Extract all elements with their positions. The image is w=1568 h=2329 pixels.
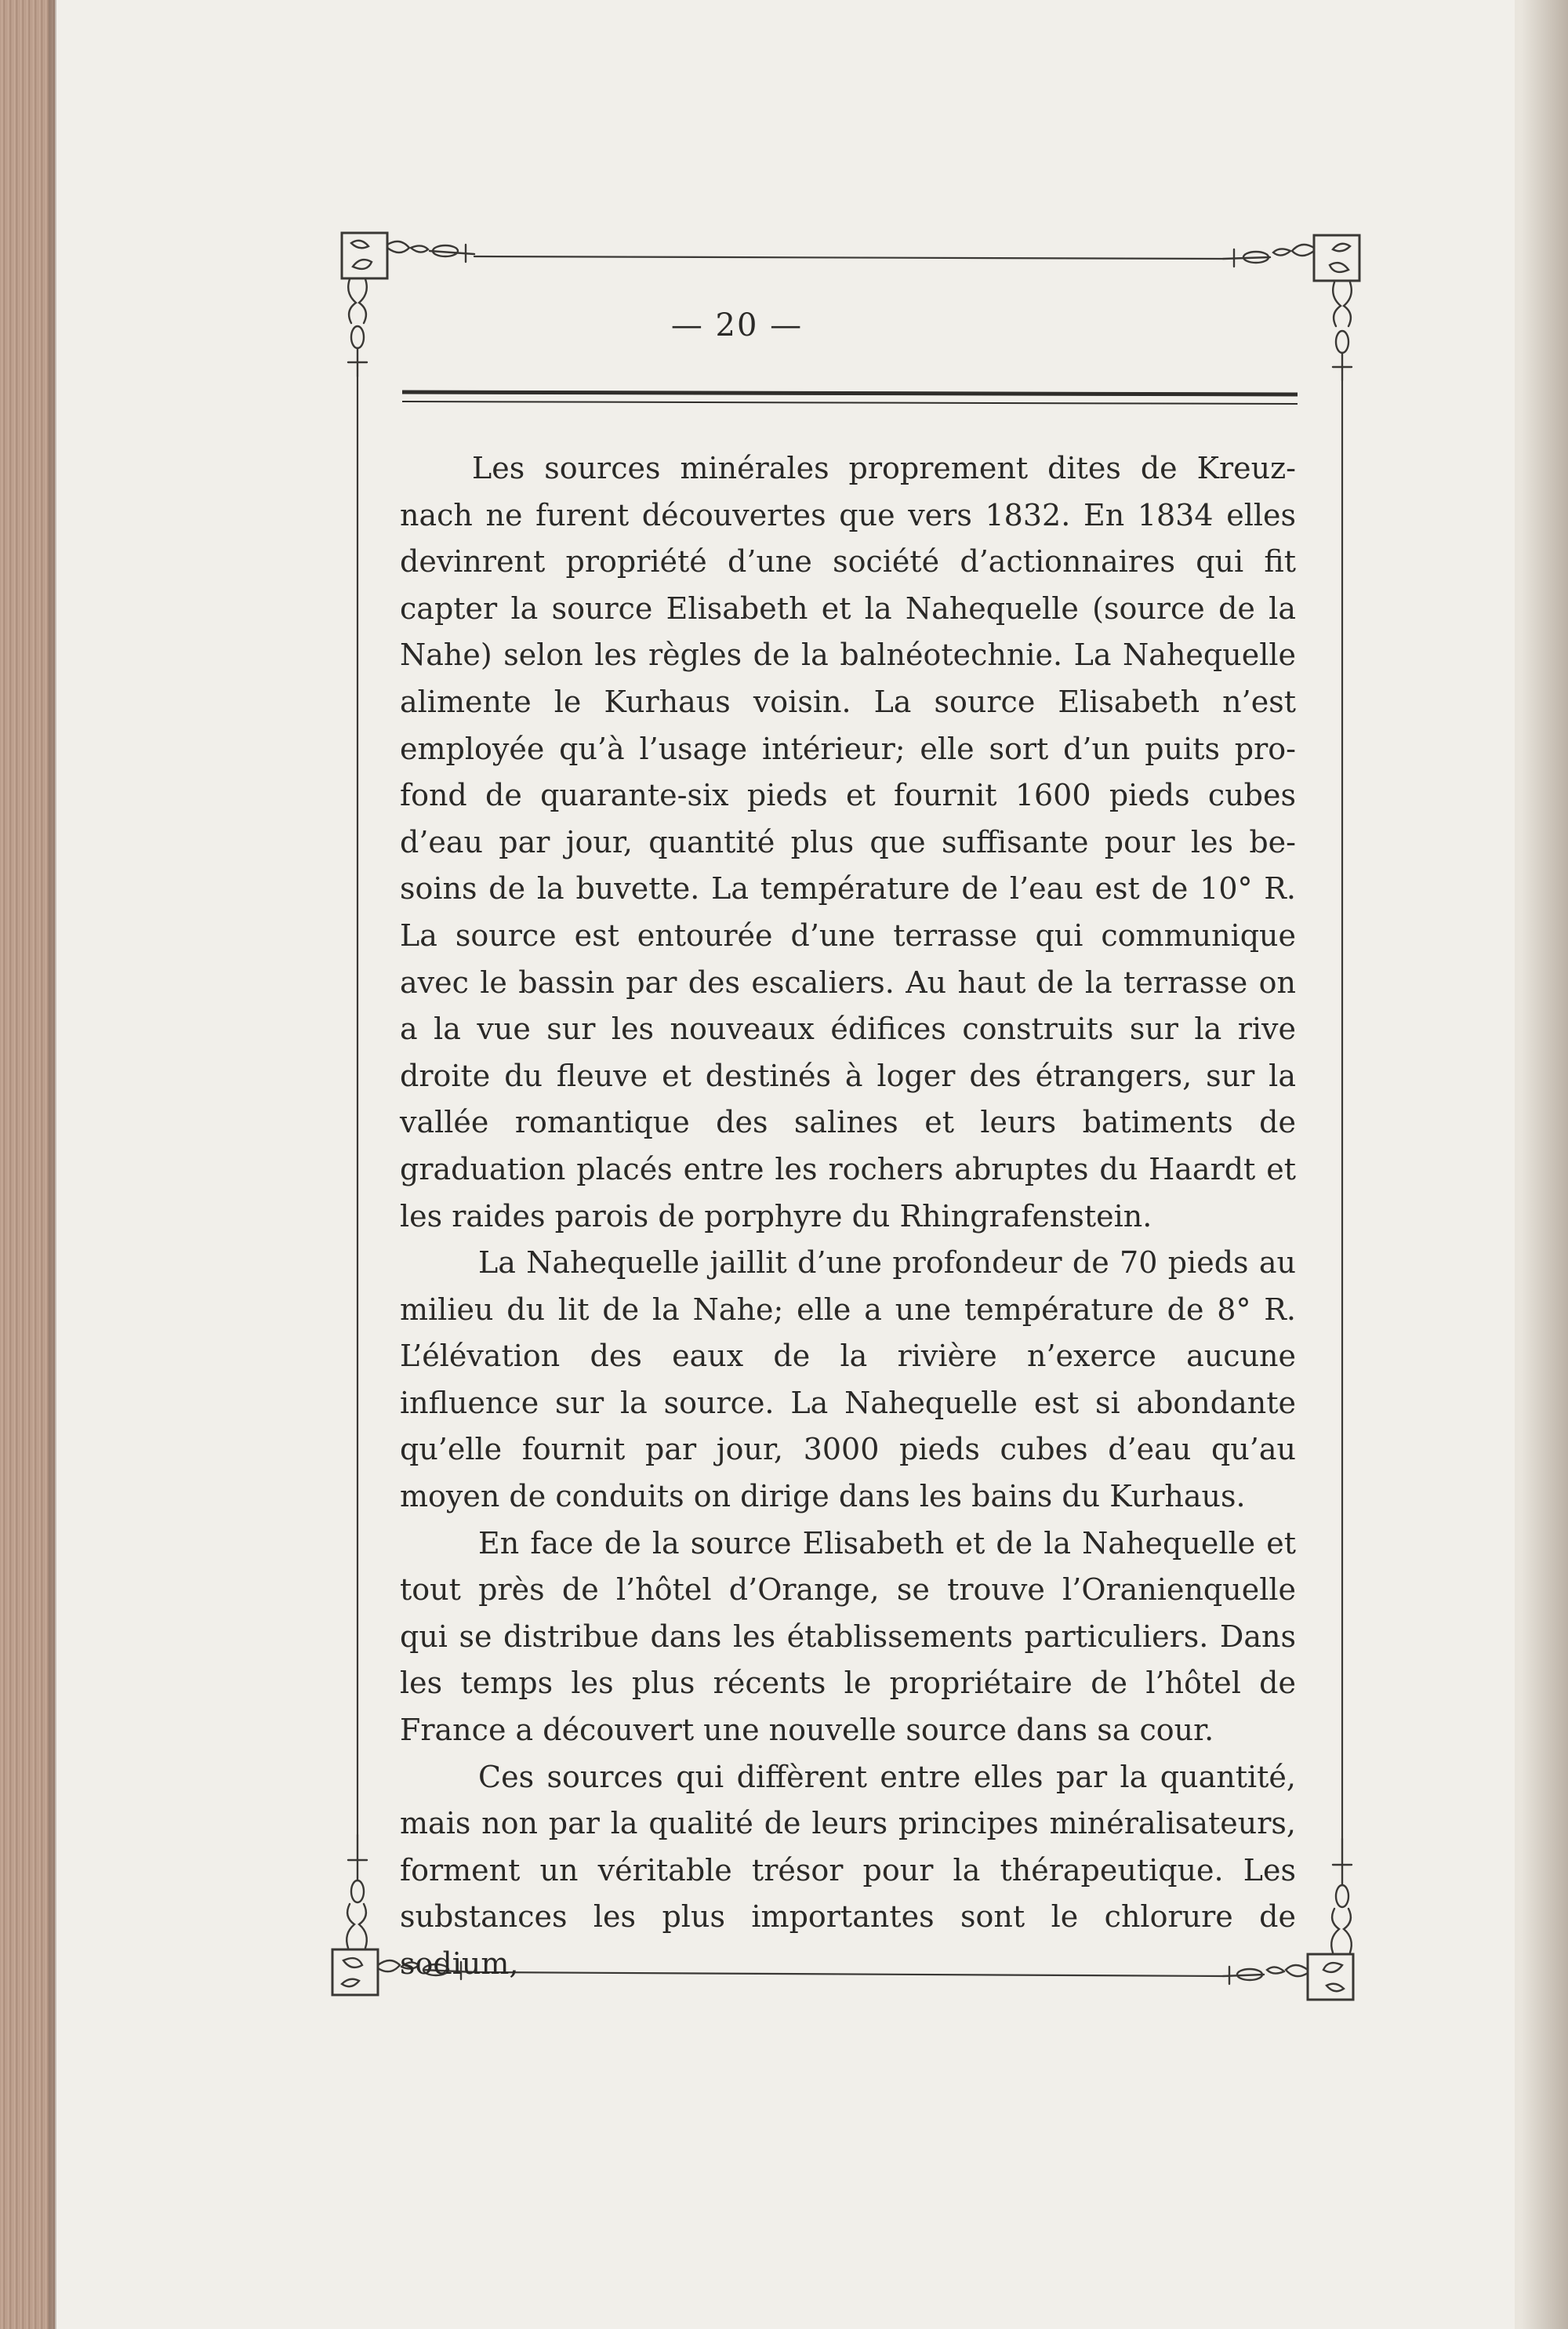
- gutter-shadow: [1521, 0, 1568, 2329]
- paragraph: La Nahequelle jaillit d’une profondeur de 70 pieds au milieu du lit de la Nahe; elle a une température de 8° R. L’élévation des eaux de la rivière n’exerce aucune influence sur la source. La Nahequelle est si abondante qu’elle fournit par jour, 3000 pieds cubes d’eau qu’au moyen de conduits on dirige dans les bains du Kurhaus.: [400, 1245, 1296, 1514]
- paragraph: Ces sources qui diffèrent entre elles par la quantité, mais non par la qualité de leurs principes minéralisateurs, forment un véritable trésor pour la thérapeutique. Les substances les plus importantes sont le chlorure de sodium,: [400, 1759, 1296, 1981]
- paragraph: En face de la source Elisabeth et de la Nahequelle et tout près de l’hôtel d’Orange, se trouve l’Oranienquelle qui se distribue dans les établissements particuliers. Dans les temps les plus récents le propriétaire de l’hôtel de France a découvert une nouvelle source dans sa cour.: [400, 1525, 1296, 1748]
- paragraph: Les sources minérales proprement dites de Kreuznach ne furent découvertes que vers 1832. En 1834 elles devinrent propriété d’une société d’actionnaires qui fit capter la source Elisabeth et la Nahequelle (source de la Nahe) selon les règles de la balnéotechnie. La Nahequelle alimente le Kurhaus voisin. La source Elisabeth n’est employée qu’à l’usage intérieur; elle sort d’un puits profond de quarante-six pieds et fournit 1600 pieds cubes d’eau par jour, quantité plus que suffisante pour les besoins de la buvette. La température de l’eau est de 10° R. La source est entourée d’une terrasse qui communique avec le bassin par des escaliers. Au haut de la terrasse on a la vue sur les nouveaux édifices construits sur la rive droite du fleuve et destinés à loger des étrangers, sur la vallée romantique des salines et leurs batiments de graduation placés entre les rochers abruptes du Haardt et les raides parois de porphyre du Rhingrafenstein.: [400, 451, 1296, 1234]
- body-text: [400, 445, 1296, 1988]
- page-number: — 20 —: [670, 307, 804, 343]
